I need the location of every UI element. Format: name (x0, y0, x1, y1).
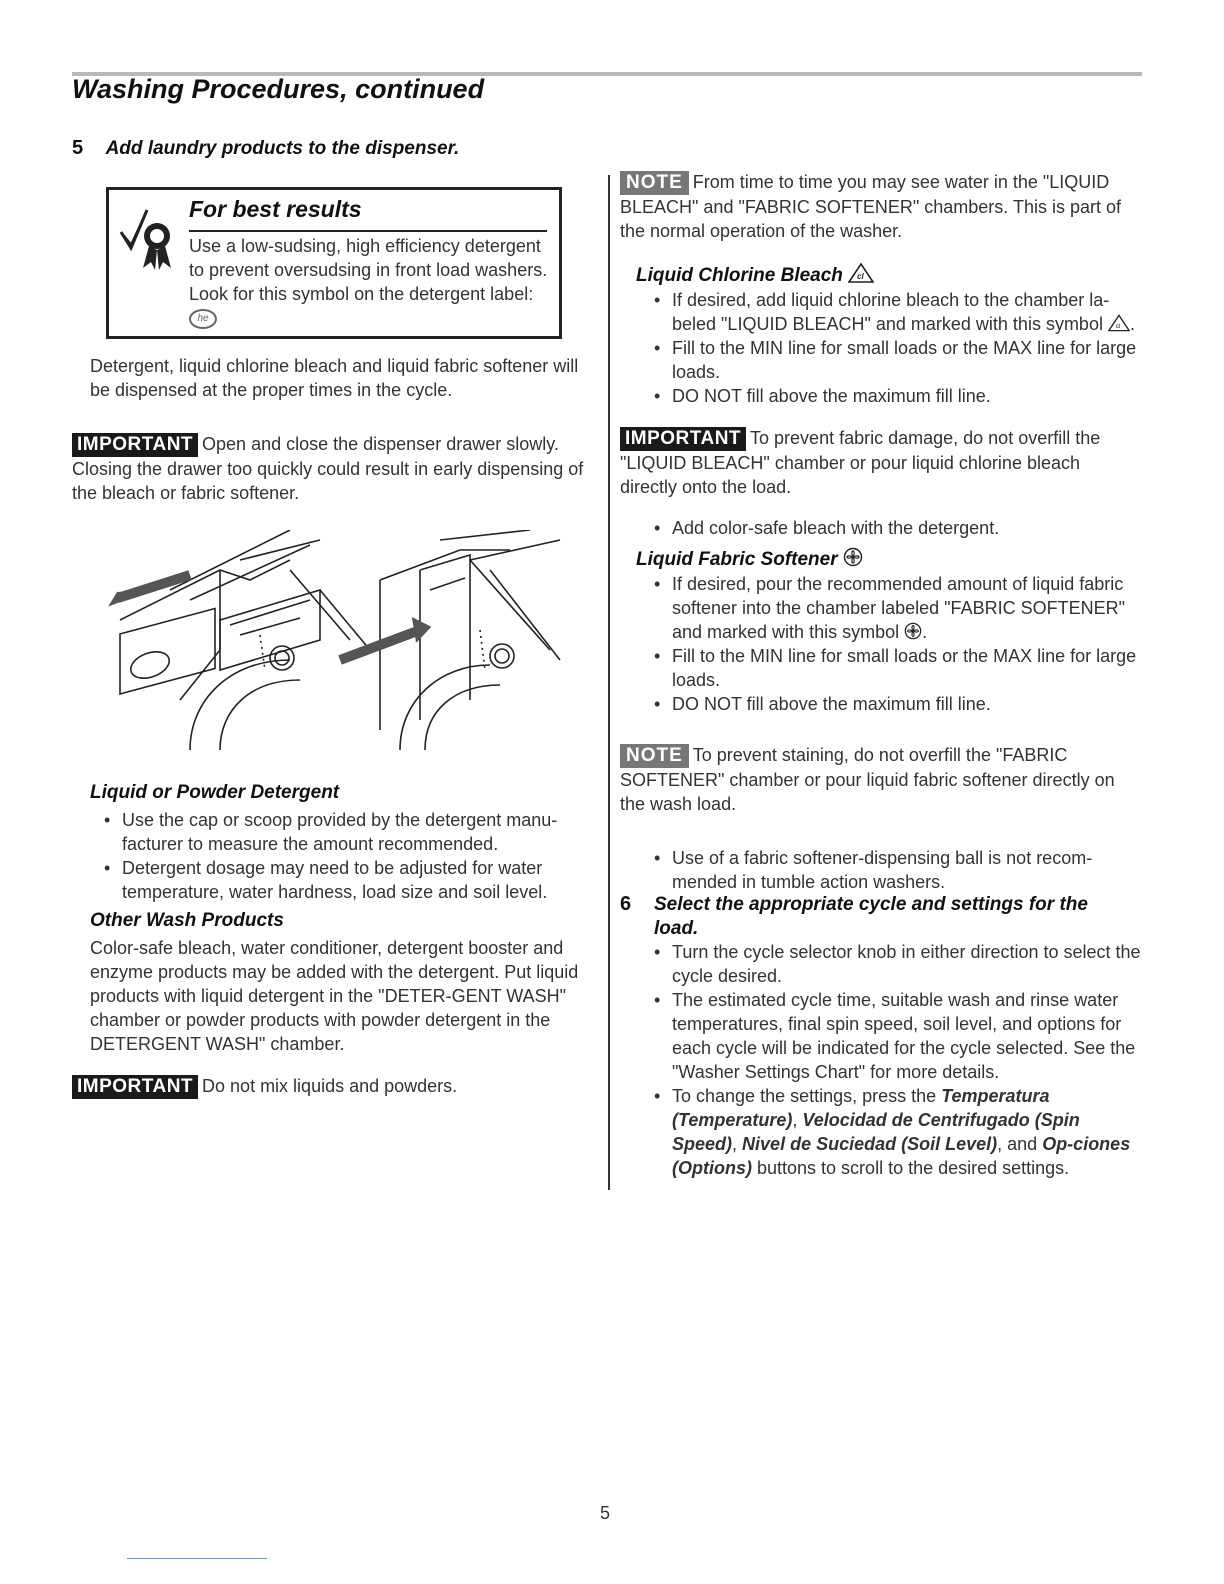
list-item: • Use the cap or scoop provided by the detergent manu-facturer to measure the amount recommended. (90, 808, 590, 856)
other-products-text: Color-safe bleach, water conditioner, detergent booster and enzyme products may be added with the detergent. Put liquid products with liquid detergent in the "DETER-GENT WASH" chamber or powder products with powder detergent in the DETERGENT WASH" chamber. (90, 938, 579, 1054)
step-6-list (640, 940, 1148, 1180)
step-5 (72, 137, 459, 161)
best-results-rule (189, 230, 547, 232)
softener-flower-icon (843, 547, 863, 567)
bleach-heading: Liquid Chlorine Bleach cl (636, 263, 874, 287)
column-divider (608, 175, 610, 1190)
footer-line (127, 1558, 267, 1559)
page-number: 5 (600, 1503, 611, 1523)
ball-list (640, 846, 1140, 894)
step-6-text: Select the appropriate cycle and settings for the load. (654, 894, 1088, 939)
important-badge: IMPORTANT (72, 433, 198, 457)
best-results-text: Use a low-sudsing, high efficiency detergent to prevent oversudsing in front load washers. Look for this symbol on the detergent label: he (189, 234, 549, 330)
important-badge: IMPORTANT (620, 427, 746, 451)
best-results-box (106, 187, 562, 339)
softener-flower-icon (904, 622, 922, 640)
bleach-triangle-icon (1108, 314, 1130, 332)
important-drawer: IMPORTANT Open and close the dispenser drawer slowly. Closing the drawer too quickly could result in early dispensing of the bleach or fabric softener. (72, 434, 584, 503)
list-item: • Fill to the MIN line for small loads or the MAX line for large loads. (640, 336, 1150, 384)
list-item: • Turn the cycle selector knob in either direction to select the cycle desired. (640, 940, 1148, 988)
best-results-title: For best results (189, 196, 362, 222)
list-item: • DO NOT fill above the maximum fill line. (640, 384, 1150, 408)
bleach-triangle-icon (848, 263, 874, 283)
dispenser-illustration (90, 530, 590, 756)
important-overfill: IMPORTANT To prevent fabric damage, do not overfill the "LIQUID BLEACH" chamber or pour liquid chlorine bleach directly onto the load. (620, 428, 1101, 497)
list-item: • DO NOT fill above the maximum fill line. (640, 692, 1150, 716)
svg-text:cl: cl (1115, 323, 1121, 331)
note-badge: NOTE (620, 171, 689, 195)
step-6-number: 6 (620, 893, 632, 915)
softener-heading: Liquid Fabric Softener (636, 547, 863, 571)
note-staining: NOTE To prevent staining, do not overfill the "FABRIC SOFTENER" chamber or pour liquid fabric softener directly on the wash load. (620, 745, 1115, 814)
list-item: • The estimated cycle time, suitable wash and rinse water temperatures, final spin speed, soil level, and options for each cycle will be indicated for the cycle selected. See the "Washer Settings Chart" for more details. (640, 988, 1148, 1084)
note-badge: NOTE (620, 744, 689, 768)
dispense-intro: Detergent, liquid chlorine bleach and liquid fabric softener will be dispensed at the proper times in the cycle. (90, 356, 579, 400)
list-item: • Use of a fabric softener-dispensing ball is not recom-mended in tumble action washers. (640, 846, 1140, 894)
step-5-number: 5 (72, 137, 84, 159)
list-item: • Detergent dosage may need to be adjusted for water temperature, water hardness, load size and soil level. (90, 856, 590, 904)
page-title: Washing Procedures, continued (72, 74, 485, 104)
other-products-heading: Other Wash Products (90, 910, 284, 931)
award-ribbon-icon (117, 198, 181, 278)
important-badge: IMPORTANT (72, 1075, 198, 1099)
detergent-list (90, 808, 590, 904)
detergent-heading: Liquid or Powder Detergent (90, 782, 340, 803)
list-item: • If desired, pour the recommended amount of liquid fabric softener into the chamber labeled "FABRIC SOFTENER" and marked with this symbol . (640, 572, 1150, 644)
colorsafe-list (640, 516, 1150, 540)
list-item: • Add color-safe bleach with the detergent. (640, 516, 1150, 540)
step-5-text: Add laundry products to the dispenser. (105, 138, 460, 159)
bleach-list (640, 288, 1150, 408)
list-item: • If desired, add liquid chlorine bleach to the chamber la-beled "LIQUID BLEACH" and marked with this symbol cl . (640, 288, 1150, 336)
he-symbol-icon: he (189, 309, 217, 329)
note-water: NOTE From time to time you may see water in the "LIQUID BLEACH" and "FABRIC SOFTENER" chambers. This is part of the normal operation of the washer. (620, 172, 1121, 241)
list-item: • To change the settings, press the Temperatura (Temperature), Velocidad de Centrifugado (Spin Speed), Nivel de Suciedad (Soil Level), and Op-ciones (Options) buttons to scroll to the desired settings. (640, 1084, 1148, 1180)
svg-text:cl: cl (857, 272, 864, 281)
important-mix: IMPORTANT Do not mix liquids and powders. (72, 1074, 592, 1099)
softener-list (640, 572, 1150, 716)
list-item: • Fill to the MIN line for small loads or the MAX line for large loads. (640, 644, 1150, 692)
